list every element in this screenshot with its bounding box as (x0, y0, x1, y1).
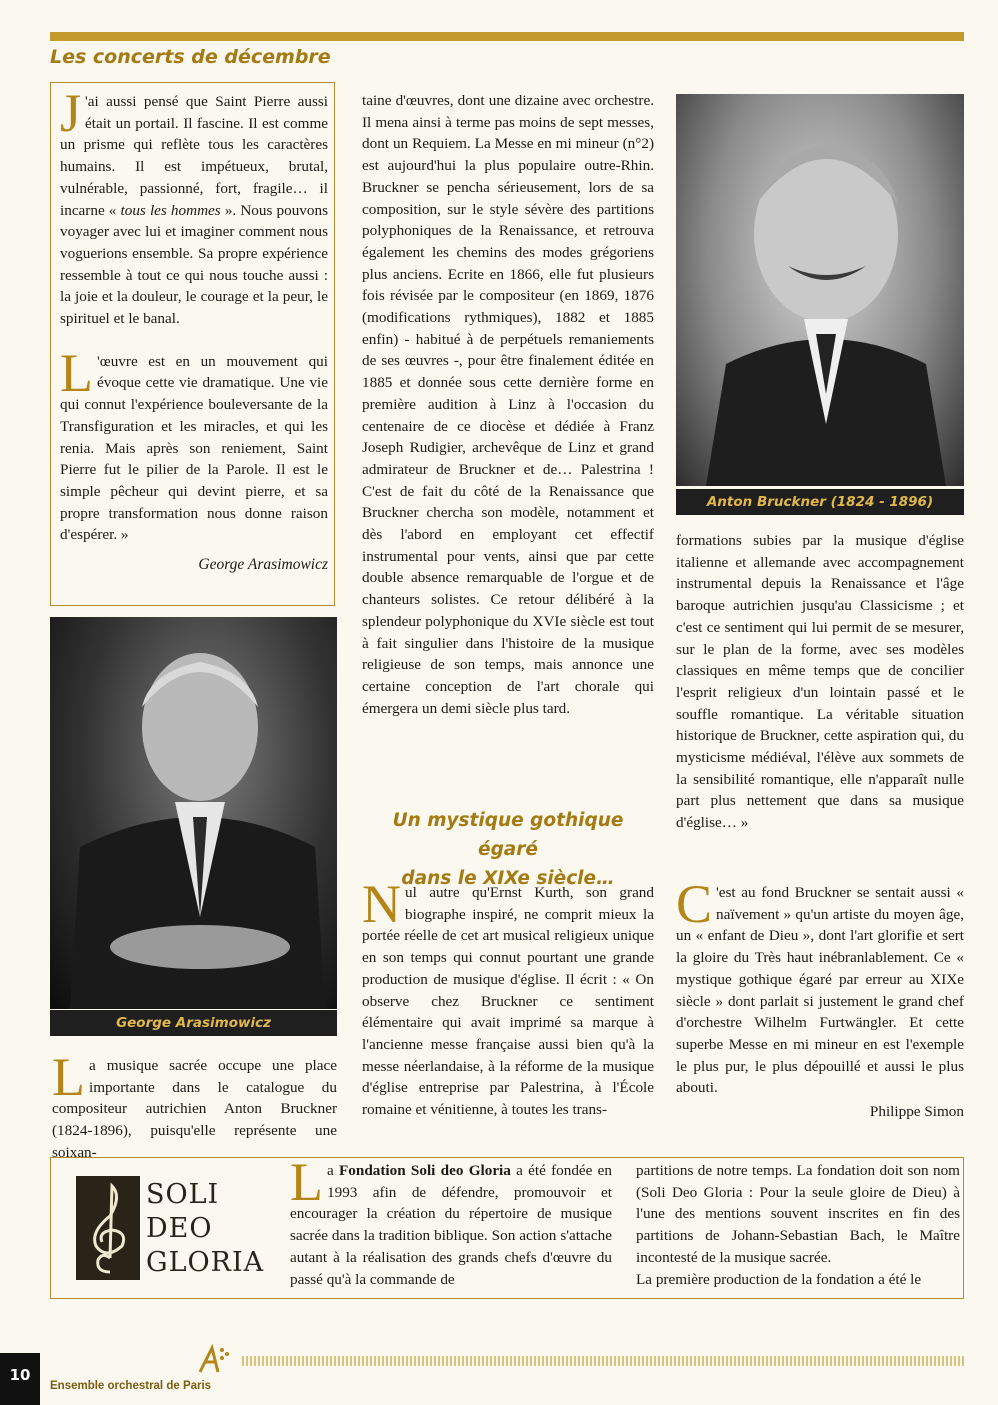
portrait-photo-bruckner (676, 94, 964, 486)
photo-caption-bruckner: Anton Bruckner (1824 - 1896) (676, 489, 964, 515)
quote-paragraph-1: J 'ai aussi pensé que Saint Pierre aussi était un portail. Il fascine. Il est comme un prisme qui reflète tous les caractères humains. Il est impétueux, brutal, vulnérable, passionné, fort, fragile… il incarne « tous les hommes ». Nous pouvons voyager avec lui et imaginer comment nous voguerions ensemble. Sa propre expérience ressemble à tout ce qui nous touche aussi : la joie et la douleur, le courage et la peur, le spirituel et le banal. (60, 83, 328, 328)
treble-clef-icon (76, 1176, 140, 1280)
page-number: 10 (0, 1353, 40, 1405)
drop-cap: L (290, 1152, 323, 1212)
portrait-illustration (50, 617, 337, 1009)
article-column-2: taine d'œuvres, dont une dizaine avec orchestre. Il mena ainsi à terme pas moins de sept messes, dont un Requiem. La Messe en mi mineur (n°2) est aujourd'hui la plus populaire outre-Rhin. Bruckner se pencha sérieusement, lors de sa composition, sur le style sévère des partitions polyphoniques de la Renaissance, et retrouva également les chemins des modes grégoriens plus anciens. Ecrite en 1866, elle fut plusieurs fois révisée par le compositeur (en 1869, 1876 (modifications rythmiques), 1882 et 1885 enfin) - habitué à de perpétuels remaniements de ses œuvres -, pour être finalement éditée en 1885 et donnée sous cette dernière forme en première audition à Linz à l'occasion du centenaire de ce diocèse et dédiée à Franz Joseph Rudigier, archevêque de Linz et grand admirateur de Bruckner et de… Palestrina ! C'est de fait du côté de la Renaissance que Bruckner chercha son modèle, notamment et dès l'abord en employant cet effectif instrumental pour vents, ainsi que par cette double absence remarquable de l'orgue et de chanteurs solistes. Ce retour délibéré à la splendeur polyphonique du XVIe siècle est tout à fait singulier dans l'histoire de la musique religieuse de son temps, mais annonce une certaine conception de l'art chorale qui émergera un demi siècle plus tard. (362, 92, 654, 717)
quote-signature: George Arasimowicz (198, 556, 328, 574)
drop-cap: N (362, 874, 401, 934)
foundation-text-2: partitions de notre temps. La fondation doit son nom (Soli Deo Gloria : Pour la seule gloire de Dieu) à l'une des mentions souvent inscrites en fin des partitions de Johann-Sebastian Bach, le Maître incontesté de la musique sacrée. La première production de la fondation a été le (636, 1162, 960, 1288)
logo-wordmark: SOLI DEO GLORIA (146, 1179, 265, 1278)
quote-paragraph-2: L 'œuvre est en un mouvement qui évoque cette vie dramatique. Une vie qui connut l'expérience bouleversante de la Transfiguration et les miracles, et qui les renia. Mais après son reniement, Saint Pierre fut le pilier de la Parole. Il est le simple pêcheur qui devint pierre, et sa propre transformation nous donne raison d'espérer. » (60, 342, 328, 544)
soli-deo-gloria-logo (76, 1174, 266, 1282)
drop-cap: L (60, 342, 93, 403)
subheading: Un mystique gothique égaré dans le XIXe siècle… (392, 810, 624, 889)
ensemble-logo-icon (196, 1344, 236, 1379)
drop-cap: C (676, 874, 713, 934)
photo-caption-arasimowicz: George Arasimowicz (50, 1010, 337, 1036)
publication-label: Ensemble orchestral de Paris (50, 1380, 212, 1392)
article-column-3: formations subies par la musique d'église italienne et allemande avec accompagnement instrumental depuis la Renaissance et l'âge baroque autrichien jusqu'au Classicisme ; et c'est ce sentiment qui lui permit de se mesurer, sur le plan de la forme, avec ses modèles classiques en même temps que de concilier l'esprit religieux d'un lointain passé et le souffle romantique. La véritable situation historique de Bruckner, cette aspiration qui, du mysticisme médiéval, l'élève aux sommets de la sensibilité romantique, elle n'apparaît nulle part plus nettement que dans sa musique d'église… » (676, 532, 964, 832)
article-column-2-continued: Nul autre qu'Ernst Kurth, son grand biographe inspiré, ne comprit mieux la portée réelle de cet art musical religieux unique en son temps qui connut pourtant une grande production de musique d'église. Il écrit : « On observe chez Bruckner ce sentiment élémentaire qui avait imprimé sa marque à l'ancienne messe française aussi bien qu'à la messe néerlandaise, à la réforme de la musique d'église entreprise par Palestrina, à l'École romaine et vénitienne, à toutes les trans- (362, 874, 654, 1119)
foundation-text-1: La Fondation Soli deo Gloria a été fondée en 1993 afin de défendre, promouvoir et encourager la création du répertoire de musique sacrée dans la tradition biblique. Son action s'attache autant à la réalisation des grands chefs d'œuvre du passé qu'à la commande de (290, 1152, 612, 1288)
article-column-3-continued: C 'est au fond Bruckner se sentait aussi « naïvement » qu'un artiste du moyen âge, un « enfant de Dieu », dont l'art glorifie et sert la gloire du Très haut inébranlablement. Ce « mystique gothique égaré par erreur au XIXe siècle » dont parlait si justement le grand chef d'orchestre Wilhelm Furtwängler. Et cette superbe Messe en mi mineur en est l'exemple le plus pur, le plus dépouillé et aussi le plus abouti. Philippe Simon (676, 882, 964, 1123)
drop-cap: J (60, 83, 82, 143)
header-rule (50, 32, 964, 41)
portrait-photo-arasimowicz (50, 617, 337, 1009)
article-author: Philippe Simon (869, 1103, 964, 1121)
portrait-illustration (676, 94, 964, 486)
quote-box (50, 82, 335, 606)
article-intro: La musique sacrée occupe une place importante dans le catalogue du compositeur autrichien Anton Bruckner (1824-1896), puisqu'elle représente une soixan- (52, 1047, 337, 1161)
drop-cap: L (52, 1047, 85, 1107)
footer-rule (242, 1356, 964, 1366)
section-title: Les concerts de décembre (50, 46, 331, 68)
